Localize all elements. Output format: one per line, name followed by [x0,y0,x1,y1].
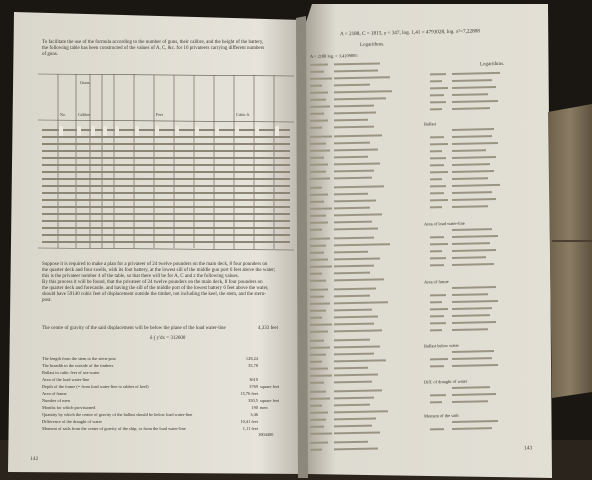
log-label [310,368,328,370]
intro-line: of guns. [42,52,59,57]
log-label [310,207,332,209]
table-row [42,220,290,222]
log-value [452,177,488,180]
intro-line: To facilitate the use of the formula according to the number of guns, their calibre, and the height of the battery, [42,40,264,45]
col1-heading: Logarithms. [360,42,385,48]
result-label: Difference of the draught of water [42,419,103,424]
log-label [310,157,324,159]
log-label [430,192,444,194]
log-label [430,365,444,367]
table-gap [175,126,179,136]
log-value [334,431,380,434]
table-row [42,164,290,166]
paragraph-line: should have 59140 cubic feet of displacement outside the timber, not including the keel, the stem, and the stern- [42,292,266,297]
log-label [430,257,446,259]
table-gap [77,126,81,136]
log-label [310,127,322,129]
log-value [334,112,376,115]
side-label: Area of load water-line [424,220,465,227]
paragraph-line: Suppose it is required to make a plan for a privateer of 24 twelve pounders on the main deck, 8 four pounders on [42,262,268,267]
log-label [310,280,326,282]
log-value [452,191,492,194]
log-value [452,135,492,138]
log-label [310,323,332,325]
result-value: 3769 [249,384,258,389]
results-tail-value: 1004400 [258,432,274,437]
first-entry: A = 2188 log. = 3,4109805 [310,52,358,59]
log-value [452,128,494,131]
log-value [452,364,498,367]
log-label [430,171,448,173]
log-label [310,164,328,166]
log-value [334,142,370,145]
log-value [334,177,372,180]
log-label [430,73,446,75]
log-value [334,381,372,384]
log-value [334,389,382,392]
log-value [334,345,380,348]
result-label: Quantity by which the centre of gravity of the ballast should be below load water-line [42,412,193,417]
log-label [310,289,328,291]
log-label [310,419,326,421]
log-value [334,339,370,342]
table-row [42,234,290,236]
log-value [334,410,388,413]
log-label [310,85,322,87]
log-value [452,93,488,96]
result-label: Moment of sails from the centre of gravity of the ship, or from the load water-line [42,426,186,431]
log-label [430,178,442,180]
log-label [310,340,324,342]
log-value [452,163,490,166]
result-unit: square feet [260,398,280,403]
log-label [310,201,324,203]
log-label [430,101,446,103]
log-label [430,264,444,266]
log-value [452,427,492,430]
log-value [334,315,378,318]
table-gap [155,126,159,136]
result-label: The length from the stem to the stern-post [42,356,116,361]
log-value [334,278,384,281]
log-value [452,228,492,231]
log-label [310,222,328,224]
log-value [334,69,378,72]
log-label [310,77,332,79]
log-value [334,353,374,356]
table-row [42,171,290,173]
log-value [334,90,392,93]
table-row [42,185,290,187]
table-gap [275,126,279,136]
log-value [452,350,494,353]
table-gap [59,126,63,136]
log-label [310,449,322,451]
result-row [42,419,284,426]
result-value: 35,78 [248,363,258,368]
log-label [430,206,442,208]
log-value [334,193,368,196]
log-label [430,87,448,89]
log-value [452,107,490,110]
result-label: Area of frame [42,391,67,396]
table-gap [135,126,139,136]
right-page [306,13,552,472]
log-value [334,84,370,87]
log-value [452,249,496,252]
paragraph-line: post. [42,298,52,303]
log-value [334,288,376,291]
log-value [334,243,390,246]
table-header-guns: Guns [80,80,90,85]
log-value [334,62,380,65]
log-label [310,273,322,275]
log-label [310,382,324,384]
log-label [430,315,444,317]
centre-of-gravity-line: The centre of gravity of the said displacement will be below the plane of the load water-line [42,326,226,331]
log-label [310,229,322,231]
result-value: 128,24 [245,356,258,361]
log-value [452,72,500,75]
result-row [42,384,284,391]
log-value [452,156,496,159]
log-label [310,71,324,73]
intro-line: the following table has been constructed of the values of A, C, &c. for 16 privateers carrying different numbers [42,46,265,51]
log-label [430,428,444,430]
log-value [334,126,374,129]
result-label: Depth of the frame (= from load water-line to rabbet of keel) [42,384,149,389]
log-label [310,354,326,356]
log-label [310,215,326,217]
log-value [452,420,498,423]
log-value [452,286,496,289]
log-label [430,294,446,296]
log-value [334,97,386,100]
log-label [430,250,442,252]
result-unit: square feet [260,384,280,389]
result-row [42,356,284,363]
log-value [334,76,390,79]
log-label [430,143,448,145]
log-label [310,113,324,115]
log-value [452,149,486,152]
log-value [452,198,496,201]
log-label [310,317,322,319]
log-value [452,314,490,317]
result-value: 190 [251,405,258,410]
log-value [452,386,490,389]
side-label: Ballast below water [424,342,459,349]
log-label [310,397,330,399]
log-label [310,149,330,151]
log-label [430,243,448,245]
log-value [334,237,374,240]
side-label: Area of frame [424,279,449,285]
table-gap [91,126,95,136]
table-header-cubic: Cubic ft. [236,112,250,117]
log-value [334,221,372,224]
table-row [42,206,290,208]
result-row [42,377,284,384]
table-header-calibre: Calibre [78,112,90,117]
result-row [42,370,284,377]
log-label [310,143,326,145]
log-label [430,150,442,152]
right-page-number: 143 [524,445,533,452]
log-label [430,164,444,166]
log-value [334,441,368,444]
log-value [334,227,378,230]
log-label [430,301,442,303]
log-value [452,293,488,296]
table-row [42,241,290,243]
result-unit: men [260,405,268,410]
formula: δ·∫ y'dx = 312600 [150,336,186,341]
log-value [452,79,492,82]
log-value [334,373,378,376]
log-value [334,265,374,268]
log-value [452,205,488,208]
result-row [42,398,284,405]
log-label [310,302,330,304]
log-value [334,251,368,254]
table-row [42,227,290,229]
log-value [334,425,372,428]
log-value [452,86,496,89]
log-value [334,359,386,362]
log-label [310,412,328,414]
log-label [430,185,446,187]
log-value [452,321,496,324]
result-value: 10,41 feet [240,419,258,424]
result-label: Area of the load water-line [42,377,90,382]
result-label: Months for which provisioned [42,405,96,410]
log-value [334,323,374,326]
log-label [310,432,332,434]
table-row [42,199,290,201]
log-value [334,207,370,210]
paragraph-line: the quarter deck and forecastle, and having the sill of the middle port of the lowest battery 6 feet above the water, [42,286,269,291]
log-label [310,64,328,66]
result-row [42,426,284,433]
log-label [310,194,328,196]
log-label [310,259,328,261]
log-label [310,391,326,393]
log-value [452,242,490,245]
left-page-number: 142 [30,456,39,462]
log-label [430,136,444,138]
centre-of-gravity-value: 4,333 feet [258,326,278,331]
log-label [430,322,446,324]
paragraph-line: By this process it will be found, that the privateer of 24 twelve pounders on the main deck, 8 four pounders on [42,280,263,285]
log-value [452,393,496,396]
result-value: 350,5 [248,398,258,403]
table-gap [103,126,107,136]
log-label [310,346,330,348]
side-label: Moment of the sails [424,412,459,419]
result-label: Ballast in cubic feet of sea-water [42,370,100,375]
log-label [430,329,442,331]
log-label [430,199,448,201]
log-value [452,170,494,173]
result-row [42,412,284,419]
log-label [310,187,322,189]
right-page-header: A = 2188, C = 1815, z = 347, log. 1,41 = 4793028, log. π²=7,22808 [340,28,480,38]
result-value: 3610 [249,377,258,382]
log-value [334,418,376,421]
log-value [334,404,370,407]
log-label [310,92,328,94]
log-value [452,328,488,331]
result-value: 3,46 [250,412,258,417]
log-value [334,447,378,450]
log-label [430,394,446,396]
table-row [42,213,290,215]
log-value [334,309,372,312]
side-label: Ballast [424,121,437,127]
log-label [310,426,324,428]
paragraph-line: this is the privateer number 4 of the table, so that there will be for A, C and z the following values. [42,274,239,279]
log-label [310,361,322,363]
log-label [430,236,444,238]
log-value [452,300,498,303]
table-gap [255,126,259,136]
table-gap [195,126,199,136]
table-header-feet: Feet [156,112,163,117]
log-value [452,184,500,187]
table-gap [235,126,239,136]
result-value: 1,11 feet [242,426,258,431]
log-label [430,108,442,110]
log-value [334,367,368,370]
side-label: Diff. of draught of water [424,378,468,385]
log-label [310,442,328,444]
result-label: Number of men [42,398,70,403]
log-label [310,171,326,173]
table-gap [215,126,219,136]
log-label [310,245,326,247]
log-value [334,105,374,108]
log-value [452,235,498,238]
log-value [452,100,498,103]
log-label [310,135,332,137]
log-value [334,329,382,332]
log-label [430,401,442,403]
log-label [310,99,326,101]
log-label [430,308,448,310]
log-label [310,374,332,376]
table-row [42,178,290,180]
paragraph-line: the quarter deck and four swells, with its foot battery, at the lowest sill of the middle gun port 6 feet above the water; [42,268,276,273]
log-value [334,134,382,137]
table-gap [115,126,119,136]
table-row [42,136,290,138]
log-label [310,405,322,407]
log-value [452,263,494,266]
log-label [310,331,328,333]
log-value [334,119,368,122]
log-value [334,301,388,304]
log-value [334,295,370,298]
log-value [334,156,368,159]
table-row [42,150,290,152]
log-label [310,237,330,239]
table-row [42,143,290,145]
log-label [310,265,332,267]
log-label [310,296,324,298]
log-label [430,157,446,159]
log-label [310,310,326,312]
result-value: 15,76 feet [240,391,258,396]
log-label [310,252,324,254]
log-value [334,170,374,173]
log-value [334,213,382,216]
table-row [42,157,290,159]
result-row [42,391,284,398]
log-value [334,200,376,203]
log-label [310,120,328,122]
log-value [452,142,498,145]
col2-heading: Logarithms. [480,61,505,68]
log-value [334,257,380,260]
log-label [310,105,330,107]
result-row [42,363,284,370]
log-value [334,185,384,188]
log-label [310,177,330,179]
log-label [430,358,448,360]
log-value [334,397,374,400]
result-label: The breadth in the outside of the timbers [42,363,114,368]
log-value [452,400,488,403]
table-header-no: No. [60,112,66,117]
log-value [452,307,492,310]
log-label [430,80,442,82]
log-value [334,272,370,275]
log-label [430,94,444,96]
result-row [42,405,284,412]
log-value [334,162,380,165]
log-value [452,256,486,259]
table-row [42,192,290,194]
log-value [334,148,378,151]
log-value [452,357,492,360]
